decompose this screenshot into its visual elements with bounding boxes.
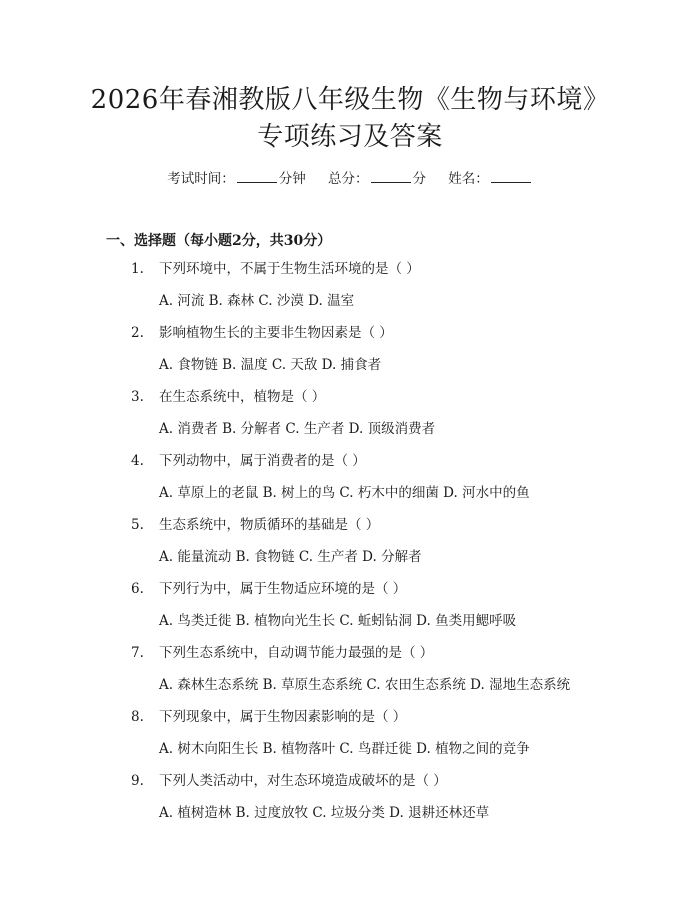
question-options: A. 树木向阳生长 B. 植物落叶 C. 鸟群迁徙 D. 植物之间的竞争 bbox=[159, 741, 530, 757]
question-options: A. 森林生态系统 B. 草原生态系统 C. 农田生态系统 D. 湿地生态系统 bbox=[159, 677, 571, 693]
total-score-field bbox=[328, 168, 426, 189]
question-number: 4. bbox=[131, 453, 144, 469]
question-options: A. 食物链 B. 温度 C. 天敌 D. 捕食者 bbox=[159, 357, 382, 373]
question-number: 1. bbox=[131, 261, 144, 277]
question-options: A. 植树造林 B. 过度放牧 C. 垃圾分类 D. 退耕还林还草 bbox=[159, 805, 490, 821]
total-score-label: 总分： bbox=[328, 171, 369, 187]
question-item bbox=[0, 771, 700, 835]
question-number: 8. bbox=[131, 709, 144, 725]
question-stem: 在生态系统中，植物是（ ） bbox=[159, 389, 326, 405]
question-stem: 下列行为中，属于生物适应环境的是（ ） bbox=[159, 581, 407, 597]
section-title: 一、选择题（每小题2分，共30分） bbox=[106, 233, 332, 249]
question-item bbox=[0, 323, 700, 387]
question-stem: 下列生态系统中，自动调节能力最强的是（ ） bbox=[159, 645, 434, 661]
question-item bbox=[0, 643, 700, 707]
question-options: A. 草原上的老鼠 B. 树上的鸟 C. 朽木中的细菌 D. 河水中的鱼 bbox=[159, 485, 530, 501]
question-number: 3. bbox=[131, 389, 144, 405]
total-score-unit: 分 bbox=[412, 171, 426, 187]
student-name-blank bbox=[491, 168, 531, 183]
question-options: A. 鸟类迁徙 B. 植物向光生长 C. 蚯蚓钻洞 D. 鱼类用鳃呼吸 bbox=[159, 613, 517, 629]
question-stem: 下列环境中，不属于生物生活环境的是（ ） bbox=[159, 261, 420, 277]
question-item bbox=[0, 579, 700, 643]
question-options: A. 消费者 B. 分解者 C. 生产者 D. 顶级消费者 bbox=[159, 421, 436, 437]
question-item bbox=[0, 259, 700, 323]
question-stem: 下列动物中，属于消费者的是（ ） bbox=[159, 453, 366, 469]
question-item bbox=[0, 515, 700, 579]
total-score-blank bbox=[371, 168, 411, 183]
exam-time-unit: 分钟 bbox=[278, 171, 306, 187]
document-subtitle: 专项练习及答案 bbox=[257, 122, 443, 152]
question-list bbox=[0, 259, 700, 835]
question-item bbox=[0, 451, 700, 515]
question-item bbox=[0, 387, 700, 451]
question-stem: 下列人类活动中，对生态环境造成破坏的是（ ） bbox=[159, 773, 447, 789]
question-stem: 生态系统中，物质循环的基础是（ ） bbox=[159, 517, 380, 533]
question-number: 5. bbox=[131, 517, 144, 533]
question-stem: 下列现象中，属于生物因素影响的是（ ） bbox=[159, 709, 407, 725]
question-options: A. 河流 B. 森林 C. 沙漠 D. 温室 bbox=[159, 293, 355, 309]
exam-time-field bbox=[167, 168, 306, 189]
exam-info-row bbox=[0, 168, 700, 189]
question-item bbox=[0, 707, 700, 771]
question-number: 7. bbox=[131, 645, 144, 661]
question-number: 9. bbox=[131, 773, 144, 789]
exam-time-label: 考试时间： bbox=[167, 171, 235, 187]
question-options: A. 能量流动 B. 食物链 C. 生产者 D. 分解者 bbox=[159, 549, 422, 565]
question-number: 6. bbox=[131, 581, 144, 597]
question-number: 2. bbox=[131, 325, 144, 341]
student-name-field bbox=[448, 168, 533, 189]
student-name-label: 姓名： bbox=[448, 171, 489, 187]
document-title: 2026年春湘教版八年级生物《生物与环境》 bbox=[90, 85, 610, 115]
question-stem: 影响植物生长的主要非生物因素是（ ） bbox=[159, 325, 393, 341]
exam-time-blank bbox=[237, 168, 277, 183]
